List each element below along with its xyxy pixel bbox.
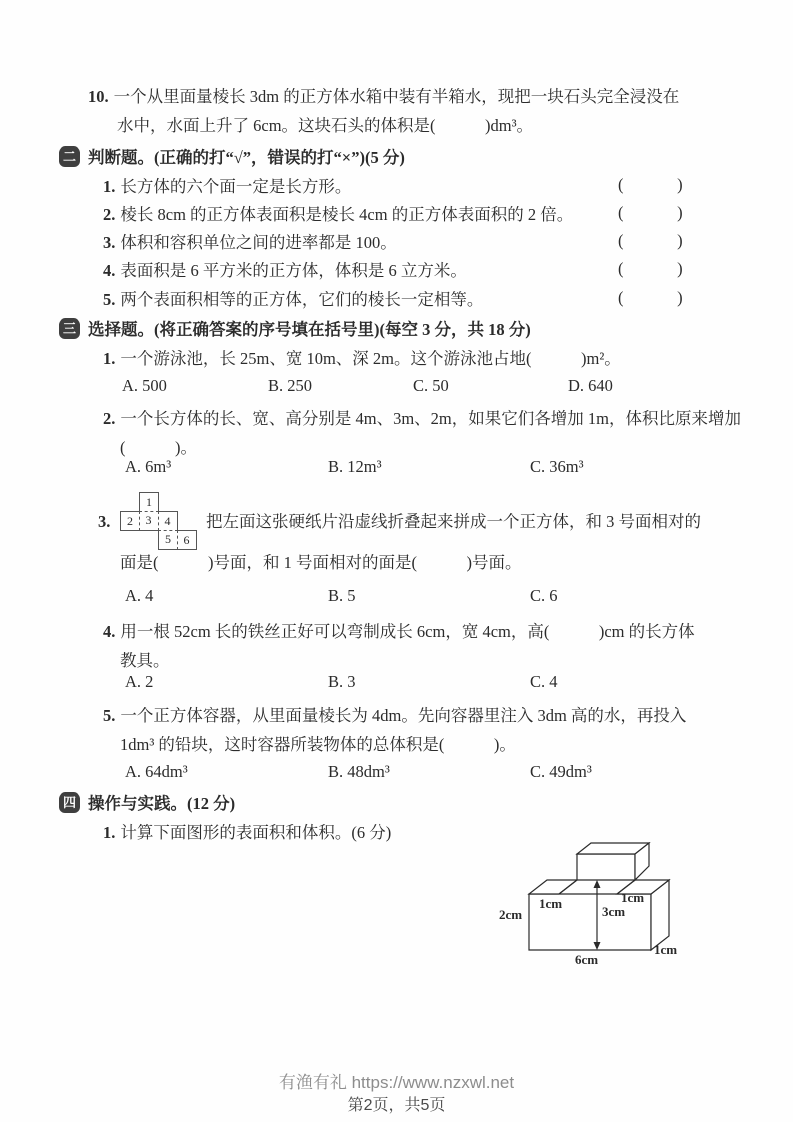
- choice-q2-text1: 一个长方体的长、宽、高分别是 4m、3m、2m，如果它们各增加 1m，体积比原来增加: [120, 409, 741, 428]
- choice-q5-number: 5.: [103, 706, 116, 725]
- label-right-step: 1cm: [621, 890, 645, 905]
- choice-q5-option-b: B. 48dm³: [328, 762, 390, 781]
- tower-front-face: [577, 854, 635, 880]
- judge-2-number: 2.: [103, 205, 116, 224]
- choice-q4-option-c: C. 4: [530, 672, 558, 691]
- choice-q4-text1: 用一根 52cm 长的铁丝正好可以弯制成长 6cm，宽 4cm，高( )cm 的长方体: [120, 622, 695, 641]
- choice-q4-option-a: A. 2: [125, 672, 154, 691]
- judge-4-text: 表面积是 6 平方米的正方体，体积是 6 立方米。: [120, 261, 467, 280]
- practice-q1-number: 1.: [103, 823, 116, 842]
- choice-q5-text1: 一个正方体容器，从里面量棱长为 4dm。先向容器里注入 3dm 高的水，再投入: [120, 706, 687, 725]
- choice-q4-number: 4.: [103, 622, 116, 641]
- judge-2-answer-bracket: ( ): [618, 203, 683, 222]
- fill-q10-line1: [88, 85, 679, 108]
- choice-q2-line2: ( )。: [120, 438, 197, 457]
- net-cell-6: 6: [177, 530, 197, 550]
- choice-q3-option-b: B. 5: [328, 586, 356, 605]
- label-bottom-length: 6cm: [575, 952, 599, 967]
- label-depth: 1cm: [654, 942, 678, 957]
- judge-4-number: 4.: [103, 261, 116, 280]
- choice-q3-line1: 把左面这张硬纸片沿虚线折叠起来拼成一个正方体，和 3 号面相对的: [206, 512, 701, 531]
- net-cell-3: 3: [139, 511, 159, 531]
- judge-5-number: 5.: [103, 290, 116, 309]
- judge-1-text: 长方体的六个面一定是长方形。: [120, 177, 352, 196]
- judge-5-text: 两个表面积相等的正方体，它们的棱长一定相等。: [120, 290, 484, 309]
- judge-4-answer-bracket: ( ): [618, 259, 683, 278]
- section4-badge-icon: 四: [59, 793, 80, 813]
- judge-item-4: [103, 259, 467, 282]
- section3-title: 选择题。(将正确答案的序号填在括号里)(每空 3 分，共 18 分): [88, 320, 531, 339]
- choice-q1-number: 1.: [103, 349, 116, 368]
- choice-q1-option-a: A. 500: [122, 376, 167, 395]
- judge-5-answer-bracket: ( ): [618, 288, 683, 307]
- label-left-height: 2cm: [499, 907, 523, 922]
- judge-item-1: [103, 175, 351, 198]
- choice-q3-number: 3.: [98, 512, 111, 531]
- judge-1-number: 1.: [103, 177, 116, 196]
- fill-q10-number: 10.: [88, 87, 109, 106]
- judge-item-5: [103, 288, 483, 311]
- section2-title: 判断题。(正确的打“√”，错误的打“×”)(5 分): [88, 148, 405, 167]
- choice-q3-option-c: C. 6: [530, 586, 558, 605]
- composite-solid-figure: [493, 842, 703, 977]
- judge-1-answer-bracket: ( ): [618, 175, 683, 194]
- choice-q1-option-c: C. 50: [413, 376, 449, 395]
- judge-2-text: 棱长 8cm 的正方体表面积是棱长 4cm 的正方体表面积的 2 倍。: [120, 205, 574, 224]
- choice-q2-option-b: B. 12m³: [328, 457, 382, 476]
- choice-q1-text: 一个游泳池，长 25m、宽 10m、深 2m。这个游泳池占地( )m²。: [120, 349, 621, 368]
- fill-q10-text2: 水中，水面上升了 6cm。这块石头的体积是( )dm³。: [117, 116, 534, 135]
- practice-q1-text: 计算下面图形的表面积和体积。(6 分): [120, 823, 392, 842]
- footer-page-number: 第2页，共5页: [347, 1097, 446, 1114]
- choice-q2-option-c: C. 36m³: [530, 457, 584, 476]
- choice-q2-number: 2.: [103, 409, 116, 428]
- choice-q5-line2: 1dm³ 的铅块，这时容器所装物体的总体积是( )。: [120, 735, 516, 754]
- net-cell-1: 1: [139, 492, 159, 512]
- choice-q2-line1: [103, 407, 741, 430]
- choice-q1-option-d: D. 640: [568, 376, 613, 395]
- choice-q4-line2: 教具。: [120, 651, 170, 670]
- label-left-step: 1cm: [539, 896, 563, 911]
- judge-item-3: [103, 231, 397, 254]
- judge-3-number: 3.: [103, 233, 116, 252]
- fill-q10-line2: [117, 114, 533, 137]
- fill-q10-text1: 一个从里面量棱长 3dm 的正方体水箱中装有半箱水，现把一块石头完全浸没在: [113, 87, 680, 106]
- net-cell-2: 2: [120, 511, 140, 531]
- net-cell-4: 4: [158, 511, 178, 531]
- choice-q4-line1: [103, 620, 695, 643]
- net-cell-5: 5: [158, 530, 178, 550]
- left-step-top-face: [529, 880, 577, 894]
- choice-q2-option-a: A. 6m³: [125, 457, 172, 476]
- section4-title: 操作与实践。(12 分): [88, 794, 236, 813]
- choice-q5-option-a: A. 64dm³: [125, 762, 188, 781]
- label-mid-height: 3cm: [602, 904, 626, 919]
- judge-3-text: 体积和容积单位之间的进率都是 100。: [120, 233, 397, 252]
- judge-3-answer-bracket: ( ): [618, 231, 683, 250]
- footer-watermark: 有渔有礼 https://www.nzxwl.net: [278, 1073, 515, 1092]
- choice-q1-option-b: B. 250: [268, 376, 313, 395]
- section2-badge-icon: 二: [59, 147, 80, 167]
- choice-q4-option-b: B. 3: [328, 672, 356, 691]
- choice-q3-option-a: A. 4: [125, 586, 154, 605]
- section3-badge-icon: 三: [59, 319, 80, 339]
- choice-q3-line2: 面是( )号面，和 1 号面相对的面是( )号面。: [120, 553, 522, 572]
- choice-q5-line1: [103, 704, 686, 727]
- judge-item-2: [103, 203, 573, 226]
- choice-q5-option-c: C. 49dm³: [530, 762, 592, 781]
- practice-q1-line: [103, 821, 391, 844]
- choice-q1-line1: [103, 347, 621, 370]
